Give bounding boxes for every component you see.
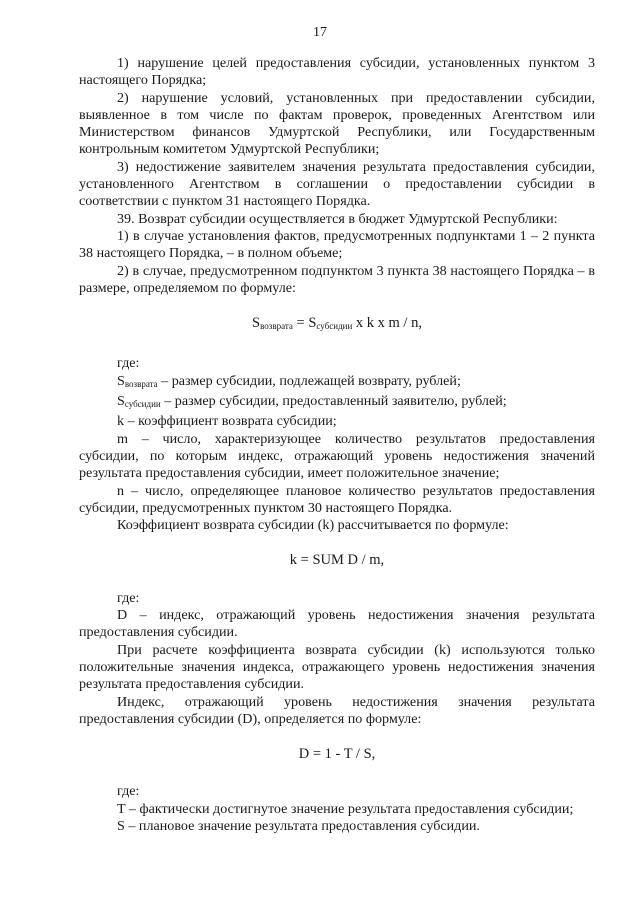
subscript-subsidii: субсидии <box>316 321 353 332</box>
formula-symbol-s2: S <box>308 315 317 332</box>
symbol-s: S <box>117 372 125 389</box>
paragraph-index-intro: Индекс, отражающий уровень недостижения значения результата предоставления субсидии (D), определяется по формуле: <box>79 693 595 727</box>
paragraph-non-achievement: 3) недостижение заявителем значения результата предоставления субсидии, установленного Агентством в соглашении о предоставлении субсидии в соответствии с пунктом 31 настоящего Порядка. <box>79 158 595 210</box>
definition-s-subsidii <box>79 393 595 413</box>
paragraph-violation-goals: 1) нарушение целей предоставления субсидии, установленных пунктом 3 настоящего Порядка; <box>79 55 595 89</box>
definition-s-vozvrata <box>79 373 595 393</box>
definition-text: – размер субсидии, предоставленный заявителю, рублей; <box>160 393 507 410</box>
paragraph-calc-note: При расчете коэффициента возврата субсидии (k) используются только положительные значения индекса, отражающего уровень недостижения значения результата предоставления субсидии. <box>79 641 595 693</box>
definition-k: k – коэффициент возврата субсидии; <box>117 413 337 430</box>
document-body <box>79 55 595 835</box>
where-label-2: где: <box>117 589 140 606</box>
formula-return-amount <box>79 315 595 335</box>
where-label-1: где: <box>117 355 140 372</box>
subscript-subsidii-def: субсидии <box>124 399 161 410</box>
where-label-3: где: <box>117 783 140 800</box>
paragraph-return-full: 1) в случае установления фактов, предусмотренных подпунктами 1 – 2 пункта 38 настоящего Порядка, – в полном объеме; <box>79 227 595 262</box>
definition-m: m – число, характеризующее количество результатов предоставления субсидии, по которым индекс, отражающий уровень недостижения значений результата предоставления субсидии, имеет положительное значение; <box>79 430 595 482</box>
paragraph-violation-conditions: 2) нарушение условий, установленных при предоставлении субсидии, выявленное в том числе по фактам проверок, проведенных Агентством или Министерством финансов Удмуртской Республики, или Государственным контрольным комитетом Удмуртской Республики; <box>79 89 595 158</box>
definition-text: – размер субсидии, подлежащей возврату, рублей; <box>157 372 461 389</box>
definition-t: T – фактически достигнутое значение результата предоставления субсидии; <box>117 800 574 817</box>
formula-equals: = <box>292 315 309 332</box>
formula-symbol-s: S <box>252 315 261 332</box>
paragraph-k-intro: Коэффициент возврата субсидии (k) рассчитывается по формуле: <box>117 517 509 534</box>
formula-rest: x k x m / n, <box>352 315 422 332</box>
symbol-s: S <box>117 393 125 410</box>
subscript-vozvrata: возврата <box>260 321 293 332</box>
paragraph-39-return: 39. Возврат субсидии осуществляется в бюджет Удмуртской Республики: <box>117 210 558 227</box>
definition-n: n – число, определяющее плановое количество результатов предоставления субсидии, предусмотренных пунктом 30 настоящего Порядка. <box>79 482 595 516</box>
definition-s-plan: S – плановое значение результата предоставления субсидии. <box>117 817 480 834</box>
formula-d: D = 1 - T / S, <box>298 746 376 763</box>
definition-d: D – индекс, отражающий уровень недостижения значения результата предоставления субсидии. <box>79 607 595 641</box>
subscript-vozvrata-def: возврата <box>124 378 158 389</box>
paragraph-return-formula: 2) в случае, предусмотренном подпунктом 3 пункта 38 настоящего Порядка – в размере, определяемом по формуле: <box>79 262 595 296</box>
page-number: 17 <box>313 25 327 40</box>
formula-k: k = SUM D / m, <box>289 552 385 569</box>
